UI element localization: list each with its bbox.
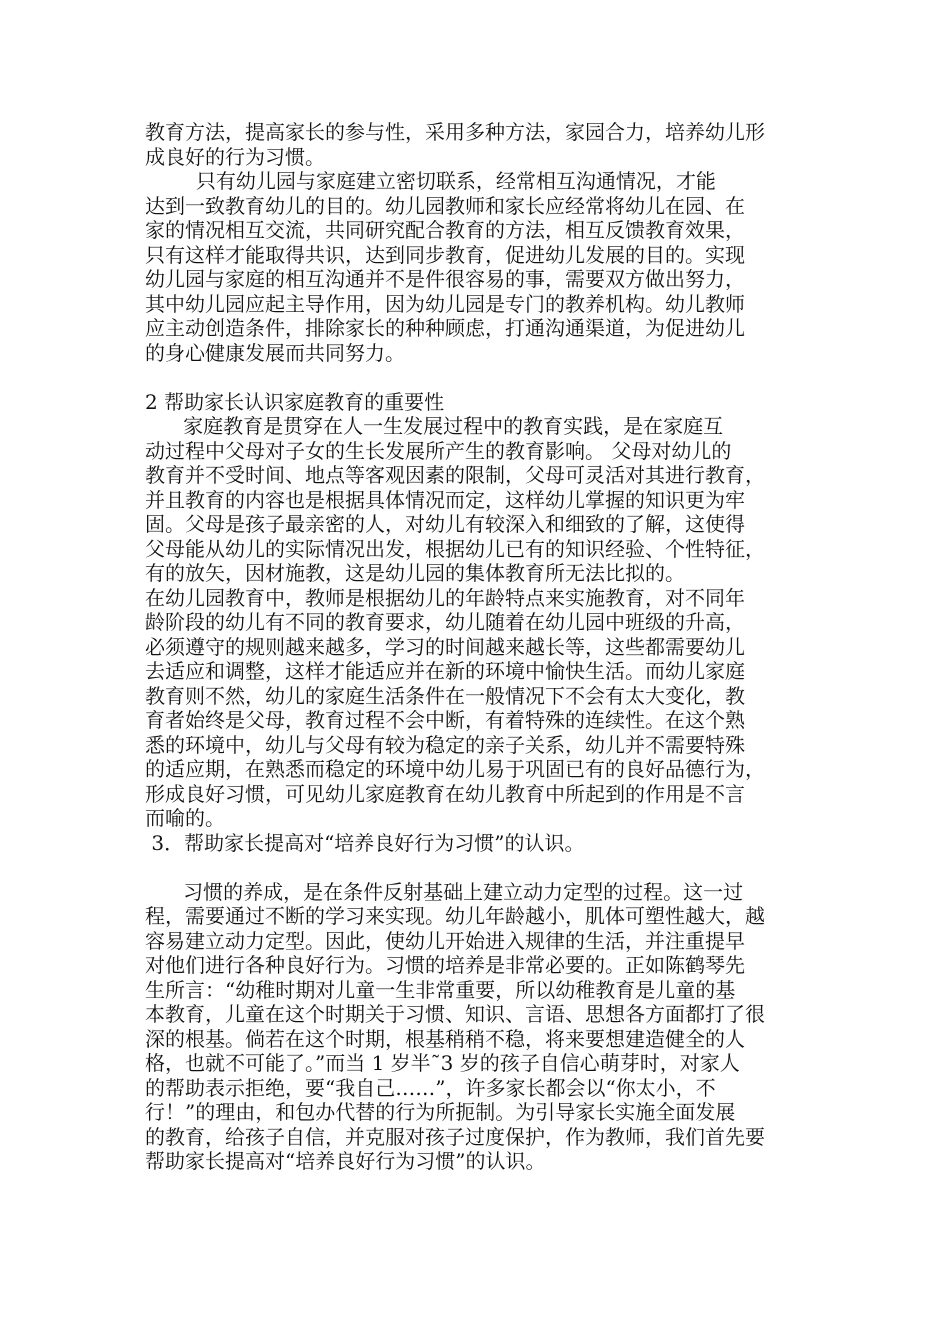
text-line: 容易建立动力定型。因此，使幼儿开始进入规律的生活，并注重提早: [145, 928, 745, 953]
text-line: 而喻的。: [145, 806, 225, 830]
text-line: 在幼儿园教育中，教师是根据幼儿的年龄特点来实施教育，对不同年: [145, 585, 745, 610]
text-line: 去适应和调整，这样才能适应并在新的环境中愉快生活。而幼儿家庭: [145, 659, 745, 683]
text-line: 固。父母是孩子最亲密的人，对幼儿有较深入和细致的了解，这使得: [145, 512, 745, 536]
text-line: 教育方法，提高家长的参与性，采用多种方法，家园合力，培养幼儿形: [145, 120, 765, 144]
text-line: 育者始终是父母，教育过程不会中断，有着特殊的连续性。在这个熟: [145, 708, 745, 732]
text-line: 幼儿园与家庭的相互沟通并不是件很容易的事，需要双方做出努力，: [145, 267, 745, 291]
text-line: 只有这样才能取得共识，达到同步教育，促进幼儿发展的目的。实现: [145, 242, 745, 267]
text-line: 生所言：“幼稚时期对儿童一生非常重要，所以幼稚教育是儿童的基: [145, 977, 736, 1002]
text-line: 家庭教育是贯穿在人一生发展过程中的教育实践，是在家庭互: [145, 414, 724, 438]
paragraph: [145, 880, 810, 1174]
paragraph: [145, 120, 810, 169]
paragraph: [145, 169, 810, 365]
text-line: 必须遵守的规则越来越多，学习的时间越来越长等，这些都需要幼儿: [145, 634, 745, 659]
section-heading: [145, 831, 810, 856]
text-line: 2 帮助家长认识家庭教育的重要性: [145, 389, 445, 414]
text-line: 成良好的行为习惯。: [145, 144, 325, 169]
text-line: 深的根基。倘若在这个时期，根基稍稍不稳，将来要想建造健全的人: [145, 1026, 745, 1051]
text-line: 帮助家长提高对“培养良好行为习惯”的认识。: [145, 1149, 546, 1173]
paragraph: [145, 586, 810, 831]
section-heading: [145, 390, 810, 415]
text-line: 达到一致教育幼儿的目的。幼儿园教师和家长应经常将幼儿在园、在: [145, 193, 745, 218]
text-line: 的身心健康发展而共同努力。: [145, 340, 405, 365]
text-line: 本教育，儿童在这个时期关于习惯、知识、言语、思想各方面都打了很: [145, 1002, 765, 1026]
text-line: 应主动创造条件，排除家长的种种顾虑，打通沟通渠道，为促进幼儿: [145, 316, 745, 340]
text-line: 的适应期，在熟悉而稳定的环境中幼儿易于巩固已有的良好品德行为，: [145, 757, 765, 781]
text-line: 悉的环境中，幼儿与父母有较为稳定的亲子关系，幼儿并不需要特殊: [145, 732, 745, 757]
text-line: 行！”的理由，和包办代替的行为所扼制。为引导家长实施全面发展: [145, 1100, 736, 1124]
text-line: 动过程中父母对子女的生长发展所产生的教育影响。 父母对幼儿的: [145, 438, 732, 463]
text-line: 其中幼儿园应起主导作用，因为幼儿园是专门的教养机构。幼儿教师: [145, 291, 745, 316]
text-line: 只有幼儿园与家庭建立密切联系，经常相互沟通情况，才能: [145, 169, 716, 193]
blank-line: [145, 855, 810, 880]
text-line: 有的放矢，因材施教，这是幼儿园的集体教育所无法比拟的。: [145, 561, 685, 585]
text-line: 并且教育的内容也是根据具体情况而定，这样幼儿掌握的知识更为牢: [145, 487, 745, 512]
text-line: 形成良好习惯，可见幼儿家庭教育在幼儿教育中所起到的作用是不言: [145, 781, 745, 806]
text-line: 教育并不受时间、地点等客观因素的限制，父母可灵活对其进行教育，: [145, 463, 765, 487]
blank-line: [145, 365, 810, 390]
text-line: 习惯的养成，是在条件反射基础上建立动力定型的过程。这一过: [145, 879, 744, 904]
text-line: 3．帮助家长提高对“培养良好行为习惯”的认识。: [145, 830, 585, 855]
text-line: 教育则不然，幼儿的家庭生活条件在一般情况下不会有太大变化，教: [145, 683, 745, 708]
text-line: 的教育，给孩子自信，并克服对孩子过度保护，作为教师，我们首先要: [145, 1124, 765, 1149]
text-line: 龄阶段的幼儿有不同的教育要求，幼儿随着在幼儿园中班级的升高，: [145, 610, 745, 634]
text-line: 对他们进行各种良好行为。习惯的培养是非常必要的。正如陈鹤琴先: [145, 953, 745, 977]
text-line: 程，需要通过不断的学习来实现。幼儿年龄越小，肌体可塑性越大，越: [145, 904, 765, 928]
text-line: 家的情况相互交流，共同研究配合教育的方法，相互反馈教育效果，: [145, 218, 745, 242]
text-line: 父母能从幼儿的实际情况出发，根据幼儿已有的知识经验、个性特征，: [145, 536, 765, 561]
paragraph: [145, 414, 810, 586]
document-page: [145, 120, 810, 1174]
text-line: 格，也就不可能了。”而当 1 岁半˜3 岁的孩子自信心萌芽时，对家人: [145, 1051, 740, 1075]
text-line: 的帮助表示拒绝，要“我自己……”，许多家长都会以“你太小，不: [145, 1075, 716, 1100]
